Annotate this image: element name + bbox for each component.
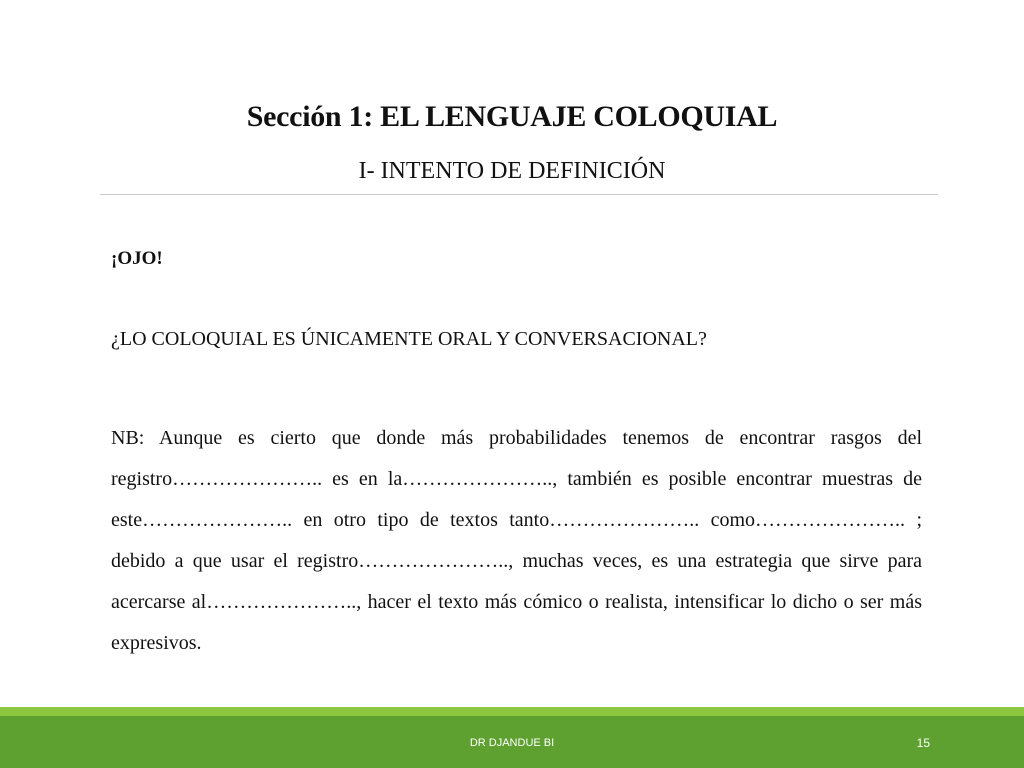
question-text: ¿LO COLOQUIAL ES ÚNICAMENTE ORAL Y CONVERSACIONAL?: [111, 328, 707, 350]
warning-heading: ¡OJO!: [111, 248, 163, 269]
page-number: 15: [916, 736, 930, 750]
slide-title: Sección 1: EL LENGUAJE COLOQUIAL: [246, 100, 778, 133]
body-paragraph: NB: Aunque es cierto que donde más probabilidades tenemos de encontrar rasgos del registro………………….. es en la………………….., también es posible encontrar muestras de este………………….. en otro tipo de textos tanto………………….. como………………….. ; debido a que usar el registro………………….., muchas veces, es una estrategia que sirve para acercarse al………………….., hacer el texto más cómico o realista, intensificar lo dicho o ser más expresivos.: [111, 427, 922, 654]
title-divider: [100, 194, 938, 195]
footer-author: DR DJANDUE BI: [469, 737, 555, 749]
footer-accent-bar: [0, 707, 1024, 716]
slide-subtitle: I- INTENTO DE DEFINICIÓN: [358, 158, 666, 184]
